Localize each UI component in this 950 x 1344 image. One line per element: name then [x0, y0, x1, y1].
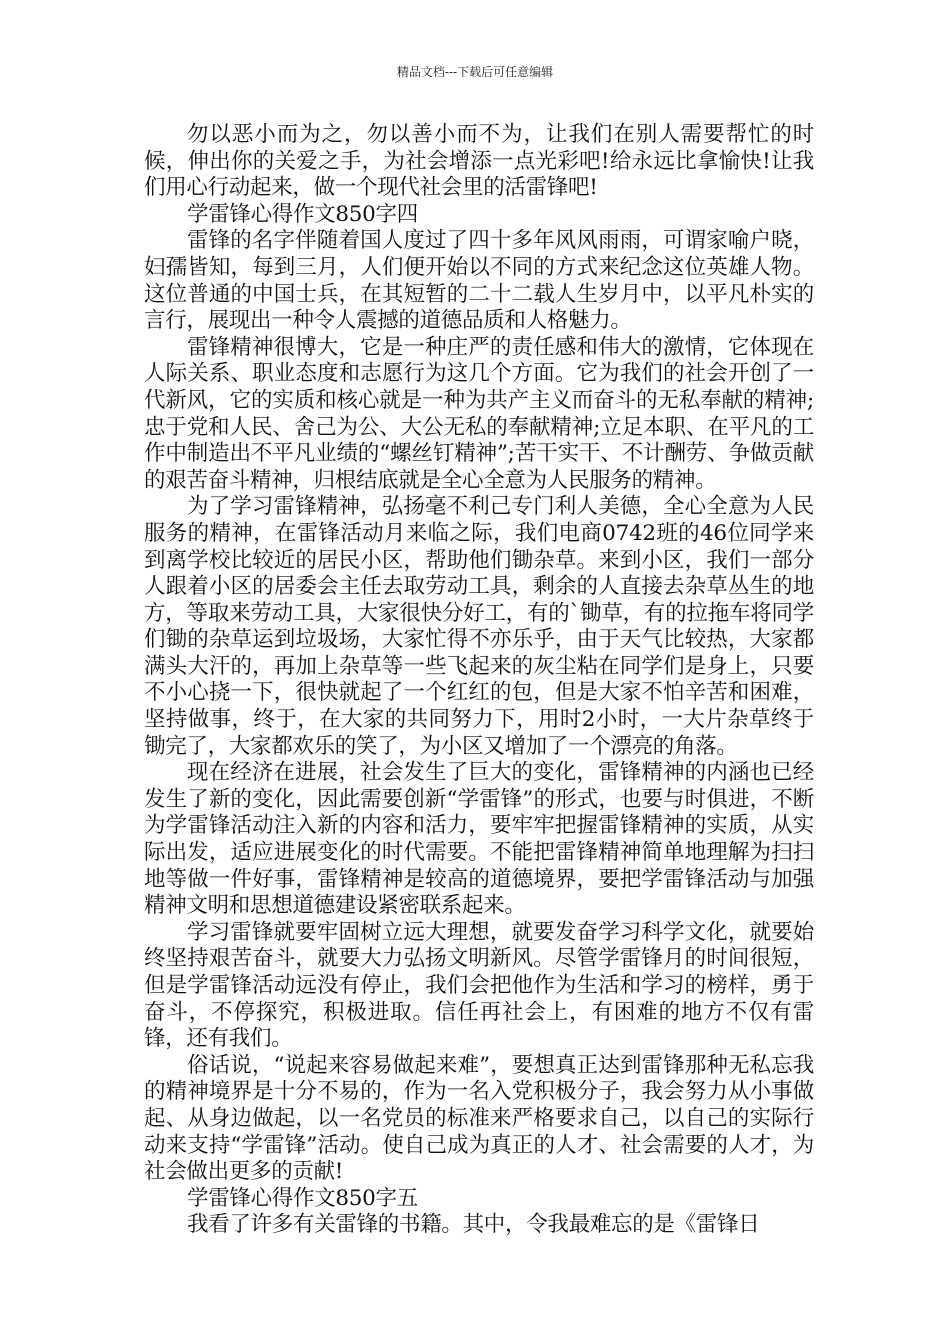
- section-heading-5: 学雷锋心得作文850字五: [187, 1185, 418, 1211]
- paragraph-7: 俗话说，“说起来容易做起来难”，要想真正达到雷锋那种无私忘我的精神境界是十分不易的，作为一名入党积极分子，我会努力从小事做起、从身边做起，以一名党员的标准来严格要求自己，以自己的实际行动来支持“学雷锋”活动。使自己成为真正的人才、社会需要的人才，为社会做出更多的贡献!: [144, 1052, 814, 1185]
- paragraph-1: 勿以恶小而为之，勿以善小而不为，让我们在别人需要帮忙的时候，伸出你的关爱之手，为社会增添一点光彩吧!给永远比拿愉快!让我们用心行动起来，做一个现代社会里的活雷锋吧!: [144, 122, 814, 201]
- page-header: 精品文档---下载后可任意编辑: [396, 65, 554, 79]
- paragraph-4: 为了学习雷锋精神，弘扬毫不利己专门利人美德，全心全意为人民服务的精神，在雷锋活动月来临之际，我们电商0742班的46位同学来到离学校比较近的居民小区，帮助他们锄杂草。来到小区，我们一部分人跟着小区的居委会主任去取劳动工具，剩余的人直接去杂草丛生的地方，等取来劳动工具，大家很快分好工，有的`锄草，有的拉拖车将同学们锄的杂草运到垃圾场，大家忙得不亦乐乎，由于天气比较热，大家都满头大汗的，再加上杂草等一些飞起来的灰尘粘在同学们是身上，只要不小心挠一下，很快就起了一个红红的包，但是大家不怕辛苦和困难，坚持做事，终于，在大家的共同努力下，用时2小时，一大片杂草终于锄完了，大家都欢乐的笑了，为小区又增加了一个漂亮的角落。: [144, 494, 814, 759]
- paragraph-6: 学习雷锋就要牢固树立远大理想，就要发奋学习科学文化，就要始终坚持艰苦奋斗，就要大力弘扬文明新风。尽管学雷锋月的时间很短，但是学雷锋活动远没有停止，我们会把他作为生活和学习的榜样，勇于奋斗，不停探究，积极进取。信任再社会上，有困难的地方不仅有雷锋，还有我们。: [144, 919, 814, 1052]
- paragraph-2: 雷锋的名字伴随着国人度过了四十多年风风雨雨，可谓家喻户晓，妇孺皆知，每到三月，人们便开始以不同的方式来纪念这位英雄人物。这位普通的中国士兵，在其短暂的二十二载人生岁月中，以平凡朴实的言行，展现出一种令人震撼的道德品质和人格魅力。: [144, 228, 814, 334]
- paragraph-3: 雷锋精神很博大，它是一种庄严的责任感和伟大的激情，它体现在人际关系、职业态度和志愿行为这几个方面。它为我们的社会开创了一代新风，它的实质和核心就是一种为共产主义而奋斗的无私奉献的精神;忠于党和人民、舍己为公、大公无私的奉献精神;立足本职、在平凡的工作中制造出不平凡业绩的“螺丝钉精神”;苦干实干、不计酬劳、争做贡献的艰苦奋斗精神，归根结底就是全心全意为人民服务的精神。: [144, 334, 814, 493]
- paragraph-8: 我看了许多有关雷锋的书籍。其中，令我最难忘的是《雷锋日: [187, 1212, 760, 1238]
- document-body: [144, 122, 814, 1239]
- section-heading-4: 学雷锋心得作文850字四: [187, 201, 418, 227]
- paragraph-5: 现在经济在进展，社会发生了巨大的变化，雷锋精神的内涵也已经发生了新的变化，因此需要创新“学雷锋”的形式，也要与时俱进，不断为学雷锋活动注入新的内容和活力，要牢牢把握雷锋精神的实质，从实际出发，适应进展变化的时代需要。不能把雷锋精神简单地理解为扫扫地等做一件好事，雷锋精神是较高的道德境界，要把学雷锋活动与加强精神文明和思想道德建设紧密联系起来。: [144, 760, 814, 919]
